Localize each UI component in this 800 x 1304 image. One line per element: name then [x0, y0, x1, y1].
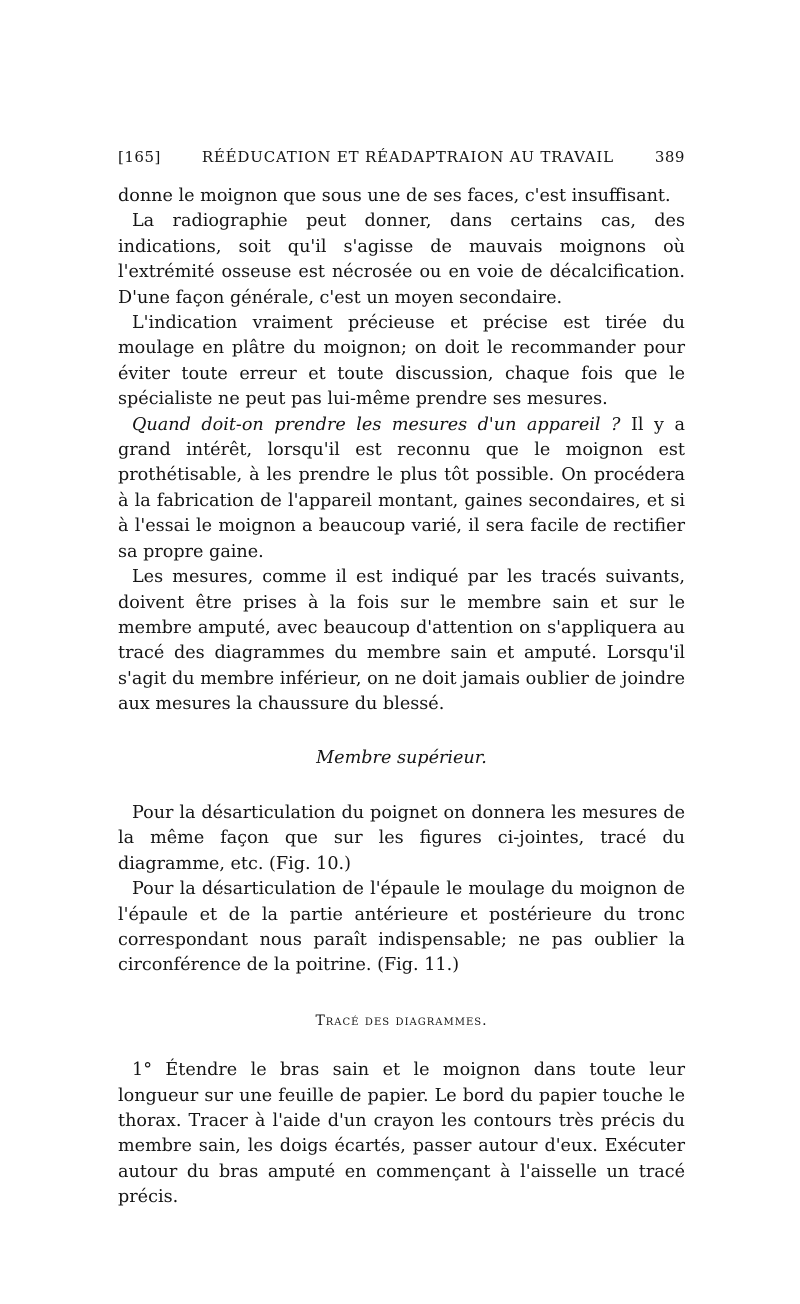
running-header — [118, 148, 685, 174]
section-heading: Membre supérieur. — [316, 747, 487, 768]
paragraph — [118, 413, 685, 565]
paragraph-text: Il y a grand intérêt, lorsqu'il est reconnu que le moignon est prothétisable, à les prendre le plus tôt possible. On procédera à la fabrication de l'appareil montant, gaines secondaires, et si à l'essai le moignon a beaucoup varié, il sera facile de rectifier sa propre gaine. — [118, 414, 685, 562]
paragraph: Pour la désarticulation du poignet on donnera les mesures de la même façon que sur les figures ci-jointes, tracé du diagramme, etc. (Fig. 10.) — [118, 802, 685, 874]
page-number: 389 — [654, 148, 685, 166]
paragraph: La radiographie peut donner, dans certains cas, des indications, soit qu'il s'agisse de mauvais moignons où l'extrémité osseuse est nécrosée ou en voie de décalcification. D'une façon générale, c'est un moyen secondaire. — [118, 211, 685, 308]
italic-question: Quand doit-on prendre les mesures d'un appareil ? — [132, 414, 621, 435]
paragraph: Pour la désarticulation de l'épaule le moulage du moignon de l'épaule et de la partie antérieure et postérieure du tronc correspondant nous paraît indispensable; ne pas oublier la circonférence de la poitrine. (Fig. 11.) — [118, 879, 685, 976]
paragraph: donne le moignon que sous une de ses faces, c'est insuffisant. — [118, 186, 671, 206]
book-page — [118, 148, 685, 1211]
page-reference: [165] — [118, 148, 161, 166]
running-title: RÉÉDUCATION ET RÉADAPTRAION AU TRAVAIL — [201, 148, 614, 166]
main-text — [118, 184, 685, 1211]
paragraph: L'indication vraiment précieuse et précise est tirée du moulage en plâtre du moignon; on doit le recommander pour éviter toute erreur et toute discussion, chaque fois que le spécialiste ne peut pas lui-même prendre ses mesures. — [118, 313, 685, 410]
paragraph: 1° Étendre le bras sain et le moignon dans toute leur longueur sur une feuille de papier. Le bord du papier touche le thorax. Tracer à l'aide d'un crayon les contours très précis du membre sain, les doigs écartés, passer autour d'eux. Exécuter autour du bras amputé en commençant à l'aisselle un tracé précis. — [118, 1060, 685, 1208]
paragraph: Les mesures, comme il est indiqué par les tracés suivants, doivent être prises à la fois sur le membre sain et sur le membre amputé, avec beaucoup d'attention on s'appliquera au tracé des diagrammes du membre sain et amputé. Lorsqu'il s'agit du membre inférieur, on ne doit jamais oublier de joindre aux mesures la chaussure du blessé. — [118, 567, 685, 715]
sub-heading: Tracé des diagrammes. — [315, 1012, 488, 1029]
